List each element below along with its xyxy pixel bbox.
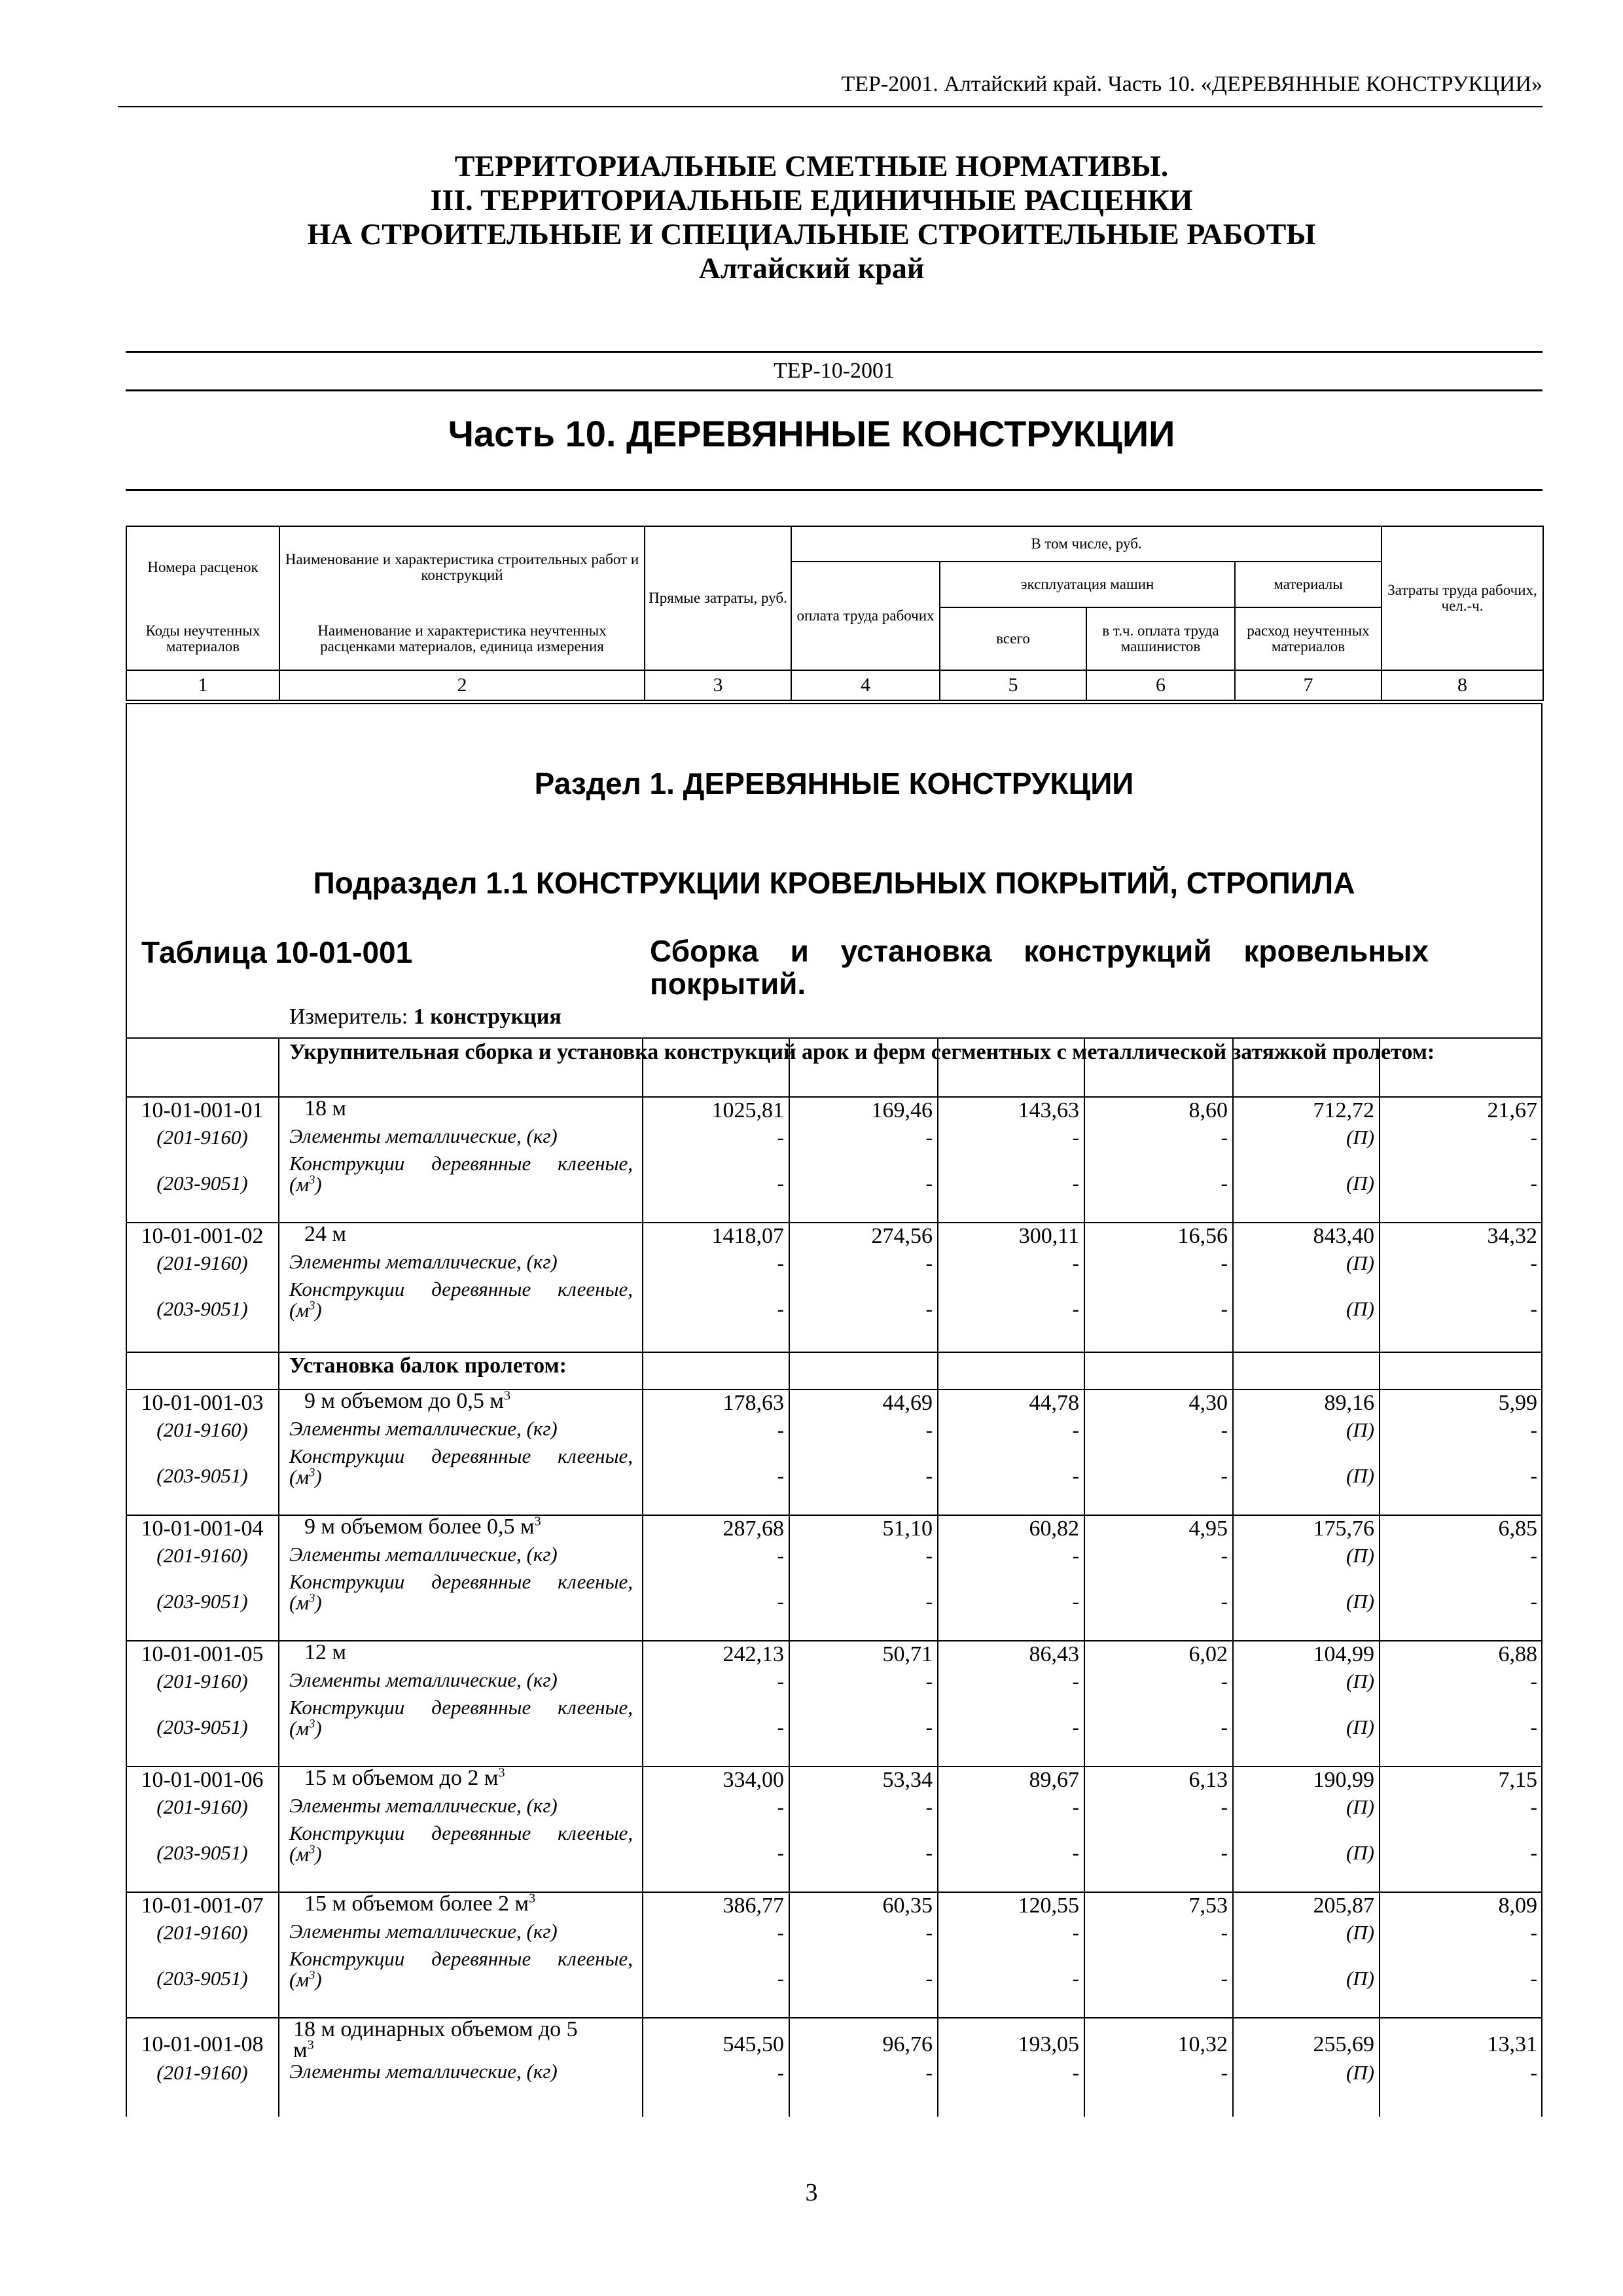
empty-dash: - (777, 1715, 784, 1738)
material-name-text: Конструкции деревянные клееные, (289, 1278, 633, 1300)
rate-name (304, 1642, 618, 1663)
empty-dash: - (1530, 1795, 1537, 1818)
rate-code: 10-01-001-06 (141, 1768, 264, 1792)
material-code: (203-9051) (156, 1715, 248, 1738)
empty-dash: - (1221, 1418, 1228, 1441)
rate-code: 10-01-001-05 (141, 1642, 264, 1666)
empty-dash: - (1530, 1921, 1537, 1944)
material-name-text: Конструкции деревянные клееные, (289, 1152, 633, 1175)
material-code: (203-9051) (156, 1841, 248, 1864)
title-line-2: III. ТЕРРИТОРИАЛЬНЫЕ ЕДИНИЧНЫЕ РАСЦЕНКИ (430, 183, 1193, 217)
col-number: 3 (645, 670, 791, 700)
rate-value: 60,35 (882, 1893, 933, 1918)
header-including: В том числе, руб. (791, 526, 1382, 562)
material-unit: (м (289, 1717, 310, 1740)
empty-dash: - (777, 1418, 784, 1441)
material-placeholder: (П) (1346, 1464, 1374, 1487)
material-placeholder: (П) (1346, 1251, 1374, 1274)
empty-dash: - (1221, 1921, 1228, 1944)
superscript: 3 (309, 1842, 315, 1857)
rate-value: 255,69 (1313, 2032, 1374, 2056)
empty-dash: - (1072, 1841, 1079, 1864)
rate-value: 120,55 (1018, 1893, 1079, 1918)
material-name (289, 1697, 633, 1739)
empty-dash: - (925, 1590, 933, 1613)
empty-dash: - (777, 1590, 784, 1613)
col-number: 8 (1382, 670, 1543, 700)
column-rule (278, 1037, 279, 2117)
row-rule (126, 1352, 1543, 1353)
rate-value: 44,69 (882, 1391, 933, 1415)
header-labor: Затраты труда рабочих, чел.-ч. (1382, 526, 1543, 670)
header-incl-operators: в т.ч. оплата труда машинистов (1086, 607, 1235, 670)
material-placeholder: (П) (1346, 1297, 1374, 1320)
superscript: 3 (309, 1173, 315, 1187)
material-name (289, 1446, 633, 1488)
document-title (0, 149, 1623, 285)
rate-name (304, 1388, 618, 1413)
empty-dash: - (1221, 1795, 1228, 1818)
empty-dash: - (1072, 1544, 1079, 1567)
material-unit-close: ) (315, 1465, 322, 1488)
empty-dash: - (925, 1967, 933, 1990)
rate-value: 16,56 (1177, 1224, 1228, 1248)
rate-value: 545,50 (722, 2032, 784, 2056)
table-caption: Сборка и установка конструкций кровельных покрытий. (650, 934, 1429, 1001)
table-label: Таблица 10-01-001 (141, 935, 413, 969)
subsection-title: Подраздел 1.1 КОНСТРУКЦИИ КРОВЕЛЬНЫХ ПОКРЫТИЙ, СТРОПИЛА (313, 866, 1355, 900)
superscript: 3 (309, 1717, 315, 1731)
header-machines: эксплуатация машин (940, 562, 1235, 607)
divider (126, 489, 1543, 491)
material-code: (201-9160) (156, 1921, 248, 1944)
rate-code: 10-01-001-02 (141, 1224, 264, 1248)
rate-name (304, 1224, 618, 1245)
material-unit-close: ) (315, 1173, 322, 1196)
empty-dash: - (925, 2061, 933, 2084)
header-mat-codes: Коды неучтенных материалов (126, 607, 279, 670)
rate-name-text: 24 м (304, 1222, 347, 1246)
header-rate-numbers: Номера расценок (126, 526, 279, 607)
empty-dash: - (1072, 1590, 1079, 1613)
material-name: Элементы металлические, (кг) (289, 1124, 558, 1147)
rate-name-text: 12 м (304, 1640, 347, 1664)
superscript: 3 (309, 1465, 315, 1480)
empty-dash: - (925, 1464, 933, 1487)
material-placeholder: (П) (1346, 1795, 1374, 1818)
column-rule (789, 1037, 790, 2117)
empty-dash: - (777, 1670, 784, 1693)
empty-dash: - (1530, 1418, 1537, 1441)
rate-value: 712,72 (1313, 1098, 1374, 1122)
rate-value: 8,09 (1498, 1893, 1537, 1918)
empty-dash: - (925, 1251, 933, 1274)
rate-value: 143,63 (1018, 1098, 1079, 1122)
rate-value: 386,77 (722, 1893, 784, 1918)
column-rule (1232, 1037, 1234, 2117)
material-code: (201-9160) (156, 1795, 248, 1818)
col-number: 7 (1235, 670, 1382, 700)
rate-value: 205,87 (1313, 1893, 1374, 1918)
empty-dash: - (1530, 1297, 1537, 1320)
empty-dash: - (1072, 1670, 1079, 1693)
material-name (289, 1153, 633, 1195)
rate-value: 53,34 (882, 1768, 933, 1792)
material-code: (203-9051) (156, 1172, 248, 1194)
empty-dash: - (1221, 1464, 1228, 1487)
empty-dash: - (1221, 1172, 1228, 1194)
superscript: 3 (309, 1591, 315, 1605)
rate-name-text: 9 м объемом более 0,5 м (304, 1515, 535, 1539)
superscript: 3 (503, 1388, 511, 1403)
empty-dash: - (1072, 2061, 1079, 2084)
material-name (289, 1948, 633, 1990)
rate-value: 21,67 (1487, 1098, 1537, 1122)
material-placeholder: (П) (1346, 1172, 1374, 1194)
rate-value: 6,88 (1498, 1642, 1537, 1666)
empty-dash: - (1072, 1172, 1079, 1194)
material-name: Элементы металлические, (кг) (289, 1543, 558, 1566)
document-code: ТЕР-10-2001 (126, 351, 1543, 391)
material-name: Элементы металлические, (кг) (289, 2060, 558, 2083)
empty-dash: - (777, 1544, 784, 1567)
empty-dash: - (1072, 1464, 1079, 1487)
rate-value: 193,05 (1018, 2032, 1079, 2056)
material-placeholder: (П) (1346, 1418, 1374, 1441)
rate-value: 334,00 (722, 1768, 784, 1792)
section-title: Раздел 1. ДЕРЕВЯННЫЕ КОНСТРУКЦИИ (534, 766, 1134, 800)
empty-dash: - (1530, 2061, 1537, 2084)
superscript: 3 (309, 1968, 315, 1982)
empty-dash: - (1530, 1841, 1537, 1864)
material-name (289, 1823, 633, 1865)
material-name: Элементы металлические, (кг) (289, 1668, 558, 1691)
empty-dash: - (1072, 1251, 1079, 1274)
rate-name (304, 1893, 618, 1914)
material-name-text: Конструкции деревянные клееные, (289, 1947, 633, 1970)
page-number: 3 (805, 2179, 818, 2206)
empty-dash: - (777, 1126, 784, 1149)
header-unaccounted-use: расход неучтенных материалов (1235, 607, 1382, 670)
col-number: 5 (940, 670, 1086, 700)
empty-dash: - (925, 1544, 933, 1567)
material-unit-close: ) (315, 1299, 322, 1321)
rate-value: 843,40 (1313, 1224, 1374, 1248)
empty-dash: - (1221, 1841, 1228, 1864)
empty-dash: - (777, 1795, 784, 1818)
empty-dash: - (925, 1715, 933, 1738)
empty-dash: - (777, 2061, 784, 2084)
material-placeholder: (П) (1346, 1544, 1374, 1567)
empty-dash: - (1072, 1967, 1079, 1990)
empty-dash: - (777, 1967, 784, 1990)
title-line-4: Алтайский край (698, 251, 925, 285)
rate-value: 89,16 (1324, 1391, 1374, 1415)
material-placeholder: (П) (1346, 1715, 1374, 1738)
rate-value: 7,15 (1498, 1768, 1537, 1792)
empty-dash: - (1221, 2061, 1228, 2084)
material-placeholder: (П) (1346, 1921, 1374, 1944)
superscript: 3 (498, 1765, 505, 1780)
rate-value: 169,46 (871, 1098, 933, 1122)
header-work-name: Наименование и характеристика строительных работ и конструкций (279, 526, 645, 607)
rate-code: 10-01-001-01 (141, 1098, 264, 1122)
rate-name (304, 1516, 618, 1537)
empty-dash: - (925, 1795, 933, 1818)
column-rule (937, 1037, 938, 2117)
empty-dash: - (777, 1841, 784, 1864)
part-title: Часть 10. ДЕРЕВЯННЫЕ КОНСТРУКЦИИ (448, 413, 1175, 454)
empty-dash: - (1530, 1251, 1537, 1274)
material-placeholder: (П) (1346, 1841, 1374, 1864)
material-name-text: Конструкции деревянные клееные, (289, 1444, 633, 1467)
meter-value: 1 конструкция (413, 1005, 562, 1029)
column-rule (642, 1037, 643, 2117)
rate-value: 60,82 (1029, 1516, 1079, 1541)
empty-dash: - (777, 1172, 784, 1194)
rate-code: 10-01-001-03 (141, 1391, 264, 1415)
material-name: Элементы металлические, (кг) (289, 1250, 558, 1273)
material-name (289, 1571, 633, 1613)
meter-label: Измеритель: (289, 1005, 408, 1029)
rate-value: 7,53 (1188, 1893, 1228, 1918)
empty-dash: - (1530, 1715, 1537, 1738)
title-line-1: ТЕРРИТОРИАЛЬНЫЕ СМЕТНЫЕ НОРМАТИВЫ. (454, 149, 1169, 183)
material-code: (201-9160) (156, 1126, 248, 1149)
table-header (126, 526, 1544, 701)
column-rule (1379, 1037, 1380, 2117)
empty-dash: - (925, 1297, 933, 1320)
rate-value: 6,85 (1498, 1516, 1537, 1541)
col-number: 1 (126, 670, 279, 700)
rate-value: 6,02 (1188, 1642, 1228, 1666)
empty-dash: - (1072, 1715, 1079, 1738)
rate-code: 10-01-001-08 (141, 2032, 264, 2056)
material-placeholder: (П) (1346, 1967, 1374, 1990)
column-rule (1084, 1037, 1085, 2117)
rate-value: 175,76 (1313, 1516, 1374, 1541)
empty-dash: - (1072, 1418, 1079, 1441)
empty-dash: - (777, 1251, 784, 1274)
header-direct-costs: Прямые затраты, руб. (645, 526, 791, 670)
material-code: (201-9160) (156, 1670, 248, 1693)
empty-dash: - (1530, 1670, 1537, 1693)
rate-value: 86,43 (1029, 1642, 1079, 1666)
rate-name-text: 15 м объемом до 2 м (304, 1766, 499, 1790)
material-name (289, 1279, 633, 1321)
material-code: (201-9160) (156, 1251, 248, 1274)
empty-dash: - (1072, 1921, 1079, 1944)
rate-value: 287,68 (722, 1516, 784, 1541)
material-code: (201-9160) (156, 1418, 248, 1441)
empty-dash: - (1221, 1126, 1228, 1149)
rate-code: 10-01-001-04 (141, 1516, 264, 1541)
superscript: 3 (534, 1514, 541, 1529)
running-head: ТЕР-2001. Алтайский край. Часть 10. «ДЕРЕВЯННЫЕ КОНСТРУКЦИИ» (118, 72, 1543, 107)
rate-name (304, 1765, 618, 1790)
material-name: Элементы металлические, (кг) (289, 1417, 558, 1440)
row-rule (126, 1037, 1543, 1039)
rate-value: 300,11 (1018, 1224, 1079, 1248)
rate-value: 34,32 (1487, 1224, 1537, 1248)
empty-dash: - (1530, 1126, 1537, 1149)
material-unit-close: ) (315, 1591, 322, 1614)
empty-dash: - (1221, 1967, 1228, 1990)
material-unit: (м (289, 1173, 310, 1196)
empty-dash: - (925, 1172, 933, 1194)
material-code: (203-9051) (156, 1967, 248, 1990)
group-heading: Установка балок пролетом: (289, 1354, 567, 1378)
rate-code: 10-01-001-07 (141, 1893, 264, 1918)
rate-value: 4,30 (1188, 1391, 1228, 1415)
rate-name-text: 18 м (304, 1096, 347, 1121)
col-number: 4 (791, 670, 940, 700)
superscript: 3 (529, 1891, 536, 1906)
rate-value: 274,56 (871, 1224, 933, 1248)
rate-value: 1418,07 (711, 1224, 784, 1248)
empty-dash: - (777, 1464, 784, 1487)
rate-value: 104,99 (1313, 1642, 1374, 1666)
material-unit: (м (289, 1968, 310, 1991)
material-unit: (м (289, 1842, 310, 1865)
col-number: 6 (1086, 670, 1235, 700)
empty-dash: - (1530, 1544, 1537, 1567)
empty-dash: - (1072, 1795, 1079, 1818)
rate-value: 6,13 (1188, 1768, 1228, 1792)
material-name: Элементы металлические, (кг) (289, 1920, 558, 1943)
empty-dash: - (777, 1921, 784, 1944)
empty-dash: - (777, 1297, 784, 1320)
rate-value: 89,67 (1029, 1768, 1079, 1792)
material-code: (201-9160) (156, 1544, 248, 1567)
empty-dash: - (1221, 1544, 1228, 1567)
material-code: (203-9051) (156, 1297, 248, 1320)
material-unit-close: ) (315, 1842, 322, 1865)
rate-name-text: 9 м объемом до 0,5 м (304, 1389, 504, 1413)
header-materials: материалы (1235, 562, 1382, 607)
material-unit-close: ) (315, 1717, 322, 1740)
rate-value: 51,10 (882, 1516, 933, 1541)
rate-value: 178,63 (722, 1391, 784, 1415)
rate-name-text: 15 м объемом более 2 м (304, 1892, 529, 1916)
empty-dash: - (1221, 1715, 1228, 1738)
superscript: 3 (307, 2037, 314, 2053)
empty-dash: - (925, 1670, 933, 1693)
material-name: Элементы металлические, (кг) (289, 1794, 558, 1817)
empty-dash: - (1530, 1464, 1537, 1487)
material-placeholder: (П) (1346, 2061, 1374, 2084)
rate-value: 1025,81 (711, 1098, 784, 1122)
rate-name-unit: м (293, 2038, 308, 2062)
rate-name (304, 1098, 618, 1119)
superscript: 3 (309, 1299, 315, 1313)
rate-value: 242,13 (722, 1642, 784, 1666)
material-name-text: Конструкции деревянные клееные, (289, 1570, 633, 1593)
empty-dash: - (1530, 1172, 1537, 1194)
empty-dash: - (1221, 1297, 1228, 1320)
material-code: (201-9160) (156, 2061, 248, 2084)
empty-dash: - (925, 1418, 933, 1441)
rate-value: 96,76 (882, 2032, 933, 2056)
material-name-text: Конструкции деревянные клееные, (289, 1821, 633, 1844)
material-placeholder: (П) (1346, 1670, 1374, 1693)
material-name-text: Конструкции деревянные клееные, (289, 1696, 633, 1719)
rate-name-text: 18 м одинарных объемом до 5 (293, 2017, 578, 2041)
material-unit: (м (289, 1591, 310, 1614)
empty-dash: - (1072, 1297, 1079, 1320)
empty-dash: - (925, 1921, 933, 1944)
header-total: всего (940, 607, 1086, 670)
empty-dash: - (925, 1126, 933, 1149)
header-wages: оплата труда рабочих (791, 562, 940, 670)
material-code: (203-9051) (156, 1590, 248, 1613)
material-placeholder: (П) (1346, 1590, 1374, 1613)
material-unit: (м (289, 1465, 310, 1488)
empty-dash: - (1221, 1590, 1228, 1613)
rate-value: 190,99 (1313, 1768, 1374, 1792)
rate-value: 44,78 (1029, 1391, 1079, 1415)
rate-value: 13,31 (1487, 2032, 1537, 2056)
group-heading: Укрупнительная сборка и установка конструкций арок и ферм сегментных с металлической затяжкой пролетом: (289, 1040, 1435, 1064)
rate-name (293, 2019, 620, 2061)
empty-dash: - (925, 1841, 933, 1864)
header-mat-name: Наименование и характеристика неучтенных расценками материалов, единица измерения (279, 607, 645, 670)
empty-dash: - (1072, 1126, 1079, 1149)
empty-dash: - (1221, 1670, 1228, 1693)
rate-value: 4,95 (1188, 1516, 1228, 1541)
rate-value: 8,60 (1188, 1098, 1228, 1122)
rate-value: 10,32 (1177, 2032, 1228, 2056)
material-placeholder: (П) (1346, 1126, 1374, 1149)
title-line-3: НА СТРОИТЕЛЬНЫЕ И СПЕЦИАЛЬНЫЕ СТРОИТЕЛЬНЫЕ РАБОТЫ (307, 217, 1316, 251)
material-unit: (м (289, 1299, 310, 1321)
empty-dash: - (1530, 1967, 1537, 1990)
empty-dash: - (1530, 1590, 1537, 1613)
rate-value: 5,99 (1498, 1391, 1537, 1415)
col-number: 2 (279, 670, 645, 700)
material-code: (203-9051) (156, 1464, 248, 1487)
empty-dash: - (1221, 1251, 1228, 1274)
material-unit-close: ) (315, 1968, 322, 1991)
meter (289, 1005, 562, 1030)
rate-value: 50,71 (882, 1642, 933, 1666)
